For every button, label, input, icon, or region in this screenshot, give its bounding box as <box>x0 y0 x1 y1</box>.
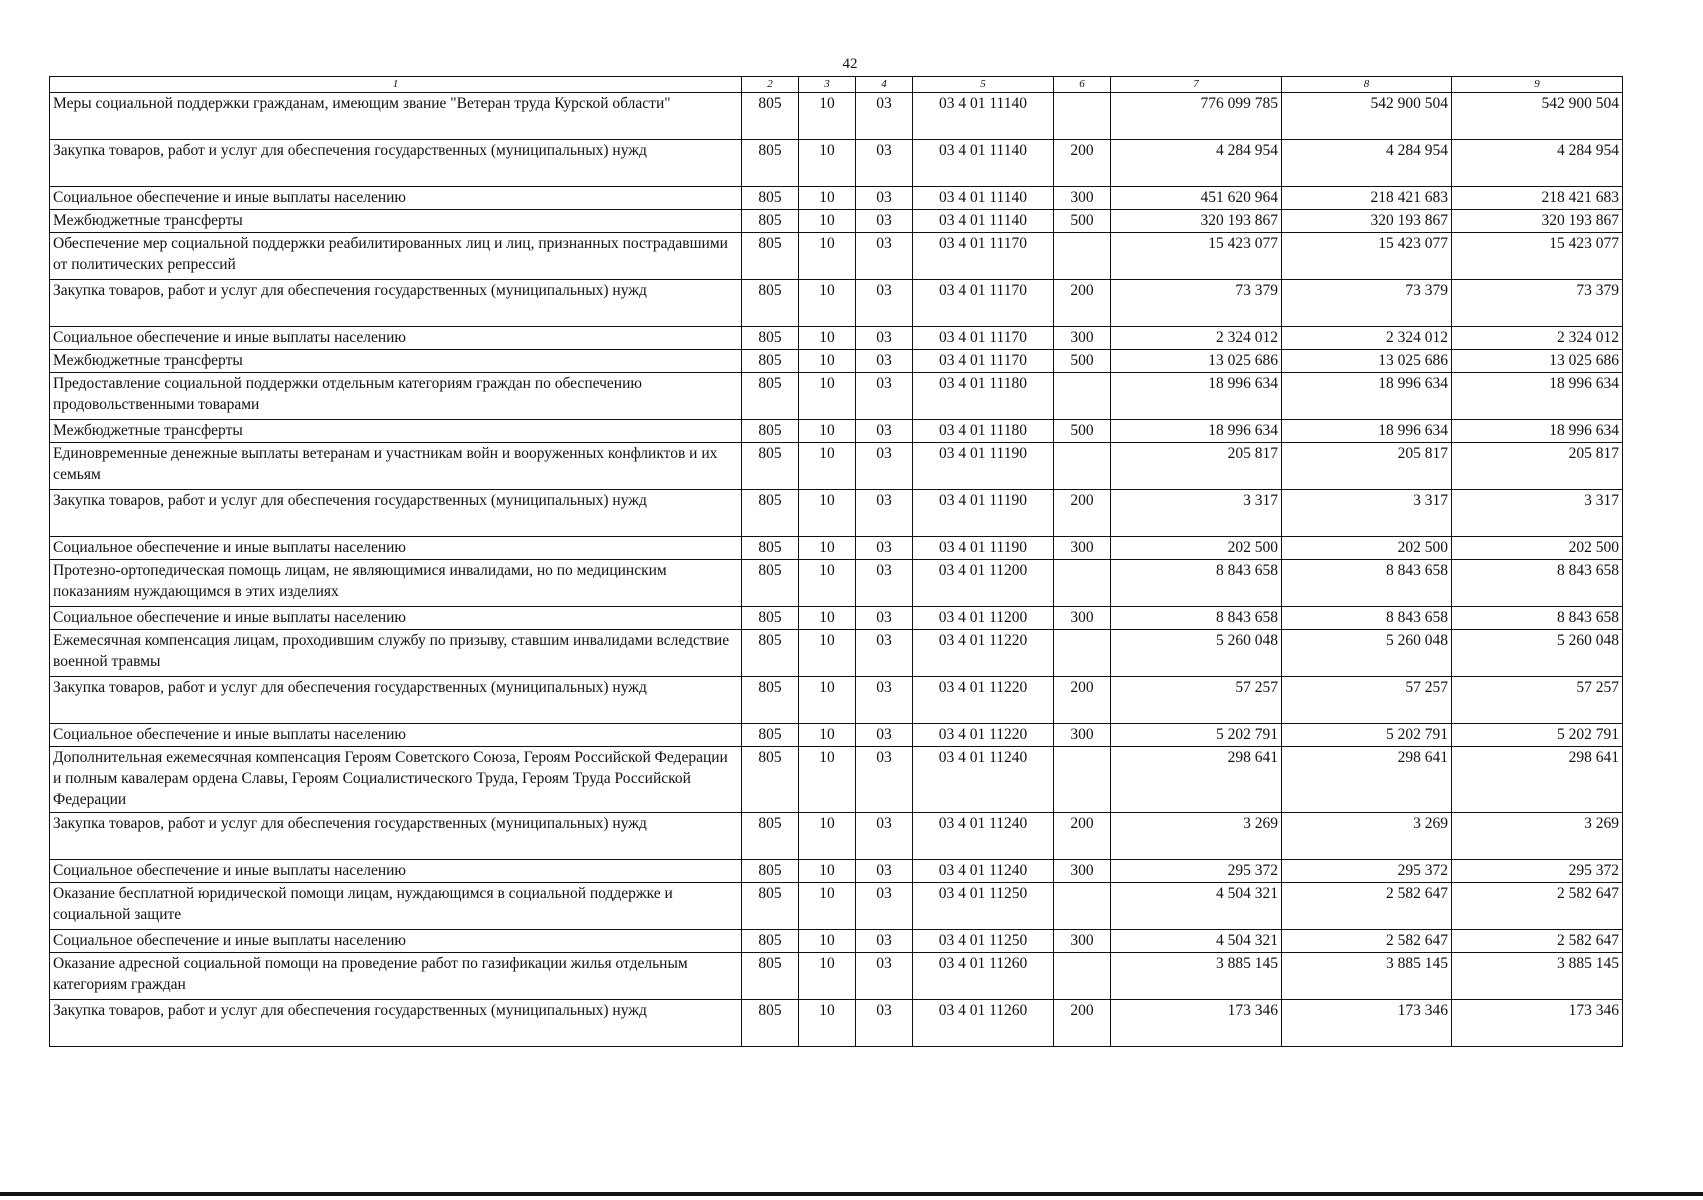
table-cell-amount-2: 173 346 <box>1282 1000 1452 1047</box>
column-number-header: 9 <box>1452 77 1623 93</box>
table-row <box>50 140 1623 187</box>
table-cell-subsection: 10 <box>799 93 856 140</box>
table-row <box>50 233 1623 280</box>
column-number-header: 6 <box>1054 77 1111 93</box>
table-cell-amount-1: 18 996 634 <box>1111 373 1282 420</box>
table-cell-code: 03 <box>856 537 913 560</box>
table-cell-amount-2: 205 817 <box>1282 443 1452 490</box>
column-number-header: 1 <box>50 77 742 93</box>
table-row <box>50 813 1623 860</box>
table-cell-target-article: 03 4 01 11140 <box>913 93 1054 140</box>
table-cell-amount-2: 298 641 <box>1282 747 1452 813</box>
table-cell-name: Закупка товаров, работ и услуг для обеспечения государственных (муниципальных) нужд <box>50 677 742 724</box>
table-cell-amount-2: 5 202 791 <box>1282 724 1452 747</box>
table-cell-expense-type <box>1054 883 1111 930</box>
table-row <box>50 373 1623 420</box>
column-number-header: 5 <box>913 77 1054 93</box>
table-cell-section: 805 <box>742 93 799 140</box>
table-cell-section: 805 <box>742 724 799 747</box>
table-cell-name: Обеспечение мер социальной поддержки реабилитированных лиц и лиц, признанных пострадавшими от политических репрессий <box>50 233 742 280</box>
table-cell-amount-3: 202 500 <box>1452 537 1623 560</box>
table-cell-target-article: 03 4 01 11170 <box>913 327 1054 350</box>
table-cell-name: Социальное обеспечение и иные выплаты населению <box>50 930 742 953</box>
table-cell-target-article: 03 4 01 11220 <box>913 724 1054 747</box>
table-cell-section: 805 <box>742 537 799 560</box>
table-row <box>50 327 1623 350</box>
table-cell-name: Ежемесячная компенсация лицам, проходившим службу по призыву, ставшим инвалидами вследствие военной травмы <box>50 630 742 677</box>
table-row <box>50 560 1623 607</box>
table-row <box>50 607 1623 630</box>
table-row <box>50 443 1623 490</box>
table-cell-code: 03 <box>856 724 913 747</box>
table-row <box>50 724 1623 747</box>
column-number-header: 4 <box>856 77 913 93</box>
table-row <box>50 490 1623 537</box>
table-cell-code: 03 <box>856 350 913 373</box>
table-cell-expense-type: 300 <box>1054 327 1111 350</box>
table-cell-expense-type <box>1054 953 1111 1000</box>
table-cell-name: Единовременные денежные выплаты ветеранам и участникам войн и вооруженных конфликтов и их семьям <box>50 443 742 490</box>
table-cell-amount-3: 5 260 048 <box>1452 630 1623 677</box>
table-cell-subsection: 10 <box>799 280 856 327</box>
table-cell-code: 03 <box>856 187 913 210</box>
table-cell-section: 805 <box>742 630 799 677</box>
table-cell-code: 03 <box>856 860 913 883</box>
table-cell-amount-1: 202 500 <box>1111 537 1282 560</box>
table-cell-amount-3: 13 025 686 <box>1452 350 1623 373</box>
table-cell-section: 805 <box>742 747 799 813</box>
table-cell-amount-1: 8 843 658 <box>1111 607 1282 630</box>
table-cell-amount-1: 3 317 <box>1111 490 1282 537</box>
table-cell-code: 03 <box>856 883 913 930</box>
table-cell-code: 03 <box>856 630 913 677</box>
table-cell-amount-1: 298 641 <box>1111 747 1282 813</box>
table-cell-section: 805 <box>742 210 799 233</box>
table-cell-amount-3: 73 379 <box>1452 280 1623 327</box>
table-cell-amount-3: 2 582 647 <box>1452 930 1623 953</box>
table-cell-amount-3: 2 582 647 <box>1452 883 1623 930</box>
table-row <box>50 883 1623 930</box>
table-cell-target-article: 03 4 01 11240 <box>913 860 1054 883</box>
table-cell-name: Дополнительная ежемесячная компенсация Героям Советского Союза, Героям Российской Федерации и полным кавалерам ордена Славы, Героям Социалистического Труда, Героям Труда Российской Федерации <box>50 747 742 813</box>
table-cell-code: 03 <box>856 813 913 860</box>
table-cell-code: 03 <box>856 607 913 630</box>
table-cell-amount-1: 57 257 <box>1111 677 1282 724</box>
table-cell-section: 805 <box>742 930 799 953</box>
table-cell-amount-2: 2 582 647 <box>1282 930 1452 953</box>
table-cell-amount-1: 3 885 145 <box>1111 953 1282 1000</box>
table-cell-amount-2: 8 843 658 <box>1282 607 1452 630</box>
table-cell-amount-3: 3 269 <box>1452 813 1623 860</box>
table-cell-section: 805 <box>742 373 799 420</box>
table-cell-amount-2: 13 025 686 <box>1282 350 1452 373</box>
table-cell-section: 805 <box>742 490 799 537</box>
table-cell-amount-3: 298 641 <box>1452 747 1623 813</box>
table-cell-code: 03 <box>856 560 913 607</box>
table-cell-subsection: 10 <box>799 490 856 537</box>
table-cell-amount-3: 218 421 683 <box>1452 187 1623 210</box>
table-cell-expense-type: 200 <box>1054 490 1111 537</box>
table-cell-amount-1: 320 193 867 <box>1111 210 1282 233</box>
table-cell-code: 03 <box>856 327 913 350</box>
table-cell-expense-type: 300 <box>1054 930 1111 953</box>
table-cell-amount-2: 202 500 <box>1282 537 1452 560</box>
table-cell-section: 805 <box>742 1000 799 1047</box>
table-cell-amount-1: 5 260 048 <box>1111 630 1282 677</box>
table-cell-subsection: 10 <box>799 630 856 677</box>
table-row <box>50 187 1623 210</box>
table-cell-code: 03 <box>856 1000 913 1047</box>
table-cell-target-article: 03 4 01 11200 <box>913 607 1054 630</box>
table-cell-code: 03 <box>856 93 913 140</box>
column-number-row <box>50 77 1623 93</box>
table-cell-target-article: 03 4 01 11170 <box>913 280 1054 327</box>
table-row <box>50 630 1623 677</box>
table-cell-section: 805 <box>742 187 799 210</box>
table-cell-amount-2: 73 379 <box>1282 280 1452 327</box>
table-cell-section: 805 <box>742 677 799 724</box>
table-cell-target-article: 03 4 01 11200 <box>913 560 1054 607</box>
table-cell-amount-1: 73 379 <box>1111 280 1282 327</box>
table-cell-target-article: 03 4 01 11190 <box>913 490 1054 537</box>
table-cell-amount-2: 3 269 <box>1282 813 1452 860</box>
table-cell-amount-2: 3 885 145 <box>1282 953 1452 1000</box>
table-cell-subsection: 10 <box>799 1000 856 1047</box>
table-cell-amount-3: 18 996 634 <box>1452 373 1623 420</box>
table-cell-target-article: 03 4 01 11180 <box>913 420 1054 443</box>
table-cell-subsection: 10 <box>799 860 856 883</box>
table-cell-code: 03 <box>856 140 913 187</box>
table-cell-subsection: 10 <box>799 187 856 210</box>
table-cell-subsection: 10 <box>799 233 856 280</box>
table-cell-section: 805 <box>742 813 799 860</box>
table-cell-amount-2: 18 996 634 <box>1282 373 1452 420</box>
table-cell-expense-type: 500 <box>1054 420 1111 443</box>
table-cell-code: 03 <box>856 490 913 537</box>
table-cell-amount-1: 2 324 012 <box>1111 327 1282 350</box>
table-cell-section: 805 <box>742 953 799 1000</box>
table-cell-subsection: 10 <box>799 140 856 187</box>
table-cell-amount-3: 8 843 658 <box>1452 607 1623 630</box>
column-number-header: 7 <box>1111 77 1282 93</box>
table-cell-name: Протезно-ортопедическая помощь лицам, не являющимися инвалидами, но по медицинским показаниям нуждающимся в этих изделиях <box>50 560 742 607</box>
table-cell-subsection: 10 <box>799 953 856 1000</box>
table-cell-code: 03 <box>856 373 913 420</box>
table-cell-amount-2: 15 423 077 <box>1282 233 1452 280</box>
table-cell-amount-3: 295 372 <box>1452 860 1623 883</box>
table-cell-code: 03 <box>856 747 913 813</box>
table-cell-expense-type <box>1054 630 1111 677</box>
table-cell-subsection: 10 <box>799 930 856 953</box>
budget-table <box>49 76 1623 1047</box>
table-cell-amount-1: 205 817 <box>1111 443 1282 490</box>
table-cell-expense-type <box>1054 443 1111 490</box>
table-cell-amount-1: 8 843 658 <box>1111 560 1282 607</box>
table-cell-name: Предоставление социальной поддержки отдельным категориям граждан по обеспечению продовольственными товарами <box>50 373 742 420</box>
table-cell-subsection: 10 <box>799 607 856 630</box>
table-cell-amount-3: 205 817 <box>1452 443 1623 490</box>
table-cell-subsection: 10 <box>799 537 856 560</box>
table-row <box>50 280 1623 327</box>
table-cell-amount-3: 5 202 791 <box>1452 724 1623 747</box>
table-cell-subsection: 10 <box>799 677 856 724</box>
table-cell-target-article: 03 4 01 11250 <box>913 930 1054 953</box>
table-cell-expense-type <box>1054 747 1111 813</box>
table-cell-name: Закупка товаров, работ и услуг для обеспечения государственных (муниципальных) нужд <box>50 813 742 860</box>
table-cell-expense-type <box>1054 93 1111 140</box>
table-cell-subsection: 10 <box>799 327 856 350</box>
table-cell-target-article: 03 4 01 11240 <box>913 747 1054 813</box>
table-cell-section: 805 <box>742 280 799 327</box>
table-cell-amount-1: 13 025 686 <box>1111 350 1282 373</box>
table-cell-amount-2: 295 372 <box>1282 860 1452 883</box>
table-cell-amount-2: 8 843 658 <box>1282 560 1452 607</box>
page-number: 42 <box>842 56 858 72</box>
table-cell-amount-1: 3 269 <box>1111 813 1282 860</box>
table-cell-amount-1: 451 620 964 <box>1111 187 1282 210</box>
table-cell-expense-type: 300 <box>1054 187 1111 210</box>
table-row <box>50 537 1623 560</box>
table-cell-subsection: 10 <box>799 883 856 930</box>
table-cell-expense-type: 500 <box>1054 210 1111 233</box>
table-cell-code: 03 <box>856 233 913 280</box>
table-cell-amount-3: 2 324 012 <box>1452 327 1623 350</box>
table-cell-amount-1: 4 504 321 <box>1111 883 1282 930</box>
table-cell-section: 805 <box>742 560 799 607</box>
table-row <box>50 677 1623 724</box>
table-cell-expense-type: 500 <box>1054 350 1111 373</box>
table-cell-amount-3: 4 284 954 <box>1452 140 1623 187</box>
table-cell-target-article: 03 4 01 11240 <box>913 813 1054 860</box>
table-cell-subsection: 10 <box>799 724 856 747</box>
table-cell-target-article: 03 4 01 11220 <box>913 677 1054 724</box>
table-cell-target-article: 03 4 01 11250 <box>913 883 1054 930</box>
table-cell-name: Закупка товаров, работ и услуг для обеспечения государственных (муниципальных) нужд <box>50 1000 742 1047</box>
table-cell-target-article: 03 4 01 11260 <box>913 953 1054 1000</box>
table-cell-expense-type: 200 <box>1054 677 1111 724</box>
table-cell-subsection: 10 <box>799 350 856 373</box>
table-cell-amount-3: 3 317 <box>1452 490 1623 537</box>
table-cell-expense-type: 200 <box>1054 280 1111 327</box>
table-cell-amount-3: 3 885 145 <box>1452 953 1623 1000</box>
table-cell-expense-type <box>1054 233 1111 280</box>
table-cell-target-article: 03 4 01 11260 <box>913 1000 1054 1047</box>
table-cell-target-article: 03 4 01 11170 <box>913 233 1054 280</box>
table-cell-name: Закупка товаров, работ и услуг для обеспечения государственных (муниципальных) нужд <box>50 140 742 187</box>
table-cell-amount-3: 8 843 658 <box>1452 560 1623 607</box>
table-cell-expense-type: 300 <box>1054 607 1111 630</box>
table-cell-target-article: 03 4 01 11190 <box>913 443 1054 490</box>
table-cell-amount-1: 776 099 785 <box>1111 93 1282 140</box>
table-cell-amount-1: 15 423 077 <box>1111 233 1282 280</box>
table-cell-name: Оказание бесплатной юридической помощи лицам, нуждающимся в социальной поддержке и социальной защите <box>50 883 742 930</box>
table-cell-amount-2: 2 324 012 <box>1282 327 1452 350</box>
table-cell-target-article: 03 4 01 11180 <box>913 373 1054 420</box>
table-cell-amount-2: 18 996 634 <box>1282 420 1452 443</box>
table-cell-amount-2: 542 900 504 <box>1282 93 1452 140</box>
table-cell-name: Социальное обеспечение и иные выплаты населению <box>50 537 742 560</box>
table-cell-expense-type <box>1054 373 1111 420</box>
table-cell-expense-type: 200 <box>1054 140 1111 187</box>
table-cell-subsection: 10 <box>799 373 856 420</box>
table-row <box>50 210 1623 233</box>
table-cell-target-article: 03 4 01 11140 <box>913 210 1054 233</box>
column-number-header: 8 <box>1282 77 1452 93</box>
column-number-header: 3 <box>799 77 856 93</box>
table-cell-expense-type: 300 <box>1054 724 1111 747</box>
table-cell-subsection: 10 <box>799 813 856 860</box>
table-cell-section: 805 <box>742 233 799 280</box>
table-cell-name: Социальное обеспечение и иные выплаты населению <box>50 607 742 630</box>
table-cell-amount-2: 5 260 048 <box>1282 630 1452 677</box>
table-cell-name: Закупка товаров, работ и услуг для обеспечения государственных (муниципальных) нужд <box>50 490 742 537</box>
table-row <box>50 420 1623 443</box>
table-cell-subsection: 10 <box>799 210 856 233</box>
table-cell-expense-type <box>1054 560 1111 607</box>
table-cell-section: 805 <box>742 607 799 630</box>
table-cell-amount-2: 57 257 <box>1282 677 1452 724</box>
table-cell-name: Социальное обеспечение и иные выплаты населению <box>50 327 742 350</box>
table-cell-target-article: 03 4 01 11140 <box>913 187 1054 210</box>
table-row <box>50 350 1623 373</box>
table-cell-amount-3: 542 900 504 <box>1452 93 1623 140</box>
table-cell-code: 03 <box>856 930 913 953</box>
table-cell-section: 805 <box>742 420 799 443</box>
table-cell-expense-type: 200 <box>1054 813 1111 860</box>
table-cell-code: 03 <box>856 443 913 490</box>
table-cell-expense-type: 300 <box>1054 860 1111 883</box>
table-cell-amount-1: 18 996 634 <box>1111 420 1282 443</box>
table-row <box>50 930 1623 953</box>
table-cell-section: 805 <box>742 883 799 930</box>
table-cell-amount-2: 320 193 867 <box>1282 210 1452 233</box>
table-cell-amount-1: 5 202 791 <box>1111 724 1282 747</box>
table-cell-amount-3: 320 193 867 <box>1452 210 1623 233</box>
table-cell-code: 03 <box>856 280 913 327</box>
table-cell-name: Межбюджетные трансферты <box>50 420 742 443</box>
table-cell-section: 805 <box>742 860 799 883</box>
table-cell-subsection: 10 <box>799 443 856 490</box>
table-cell-amount-1: 295 372 <box>1111 860 1282 883</box>
table-cell-subsection: 10 <box>799 420 856 443</box>
table-cell-section: 805 <box>742 327 799 350</box>
table-cell-section: 805 <box>742 350 799 373</box>
table-cell-amount-2: 4 284 954 <box>1282 140 1452 187</box>
table-cell-amount-1: 173 346 <box>1111 1000 1282 1047</box>
table-row <box>50 953 1623 1000</box>
table-cell-name: Социальное обеспечение и иные выплаты населению <box>50 187 742 210</box>
table-cell-amount-2: 2 582 647 <box>1282 883 1452 930</box>
table-cell-name: Меры социальной поддержки гражданам, имеющим звание "Ветеран труда Курской области" <box>50 93 742 140</box>
table-cell-target-article: 03 4 01 11190 <box>913 537 1054 560</box>
table-cell-amount-2: 218 421 683 <box>1282 187 1452 210</box>
table-cell-name: Закупка товаров, работ и услуг для обеспечения государственных (муниципальных) нужд <box>50 280 742 327</box>
table-cell-name: Социальное обеспечение и иные выплаты населению <box>50 724 742 747</box>
table-row <box>50 1000 1623 1047</box>
table-cell-amount-3: 173 346 <box>1452 1000 1623 1047</box>
column-number-header: 2 <box>742 77 799 93</box>
table-cell-target-article: 03 4 01 11220 <box>913 630 1054 677</box>
table-cell-subsection: 10 <box>799 560 856 607</box>
table-cell-amount-3: 15 423 077 <box>1452 233 1623 280</box>
table-cell-name: Межбюджетные трансферты <box>50 210 742 233</box>
table-cell-amount-1: 4 504 321 <box>1111 930 1282 953</box>
table-row <box>50 747 1623 813</box>
table-cell-name: Межбюджетные трансферты <box>50 350 742 373</box>
table-cell-name: Социальное обеспечение и иные выплаты населению <box>50 860 742 883</box>
table-cell-amount-3: 18 996 634 <box>1452 420 1623 443</box>
table-cell-section: 805 <box>742 140 799 187</box>
table-cell-target-article: 03 4 01 11140 <box>913 140 1054 187</box>
table-row <box>50 860 1623 883</box>
table-cell-expense-type: 200 <box>1054 1000 1111 1047</box>
table-cell-amount-1: 4 284 954 <box>1111 140 1282 187</box>
table-cell-name: Оказание адресной социальной помощи на проведение работ по газификации жилья отдельным категориям граждан <box>50 953 742 1000</box>
table-cell-code: 03 <box>856 420 913 443</box>
table-cell-amount-3: 57 257 <box>1452 677 1623 724</box>
table-cell-code: 03 <box>856 210 913 233</box>
table-cell-code: 03 <box>856 677 913 724</box>
table-row <box>50 93 1623 140</box>
table-cell-section: 805 <box>742 443 799 490</box>
table-cell-code: 03 <box>856 953 913 1000</box>
table-cell-target-article: 03 4 01 11170 <box>913 350 1054 373</box>
table-cell-amount-2: 3 317 <box>1282 490 1452 537</box>
table-cell-expense-type: 300 <box>1054 537 1111 560</box>
page-bottom-edge <box>0 1192 1703 1196</box>
table-cell-subsection: 10 <box>799 747 856 813</box>
